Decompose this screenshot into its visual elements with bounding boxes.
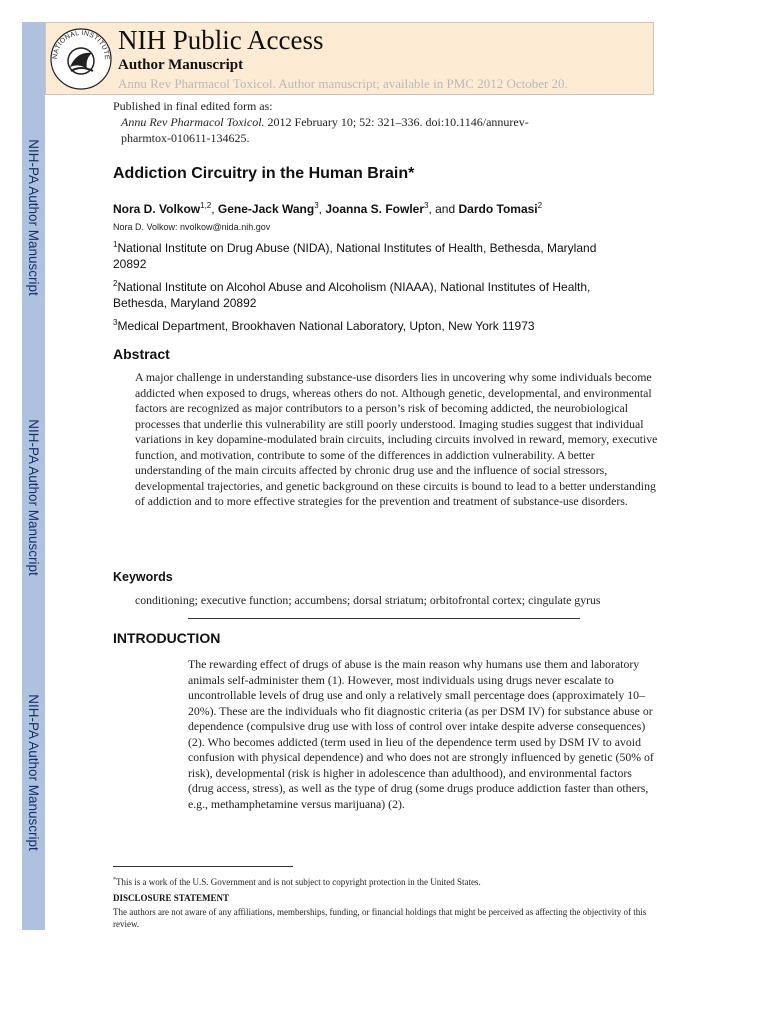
author-name: Nora D. Volkow (113, 202, 201, 216)
author-name: Dardo Tomasi (458, 202, 538, 216)
affiliation-3: $^3$Medical Department, Brookhaven National Laboratory, Upton, New York 11973 (113, 318, 535, 333)
journal-availability-line: Annu Rev Pharmacol Toxicol. Author manuscript; available in PMC 2012 October 20. (118, 76, 568, 91)
affiliation-1: $^1$National Institute on Drug Abuse (NIDA), National Institutes of Health, Bethesda, Maryland 20892 (113, 240, 597, 271)
disclosure-text: The authors are not aware of any affiliations, memberships, funding, or financial holdings that might be perceived as affecting the objectivity of this review. (113, 907, 647, 929)
abstract-heading: Abstract (113, 346, 170, 362)
author-affiliation-mark: 1,2 (200, 201, 212, 210)
nihpa-sidebar (22, 22, 45, 930)
nih-logo-icon (49, 27, 113, 91)
keywords-heading: Keywords (113, 570, 173, 584)
author-manuscript-label: Author Manuscript (118, 57, 244, 73)
published-in-block (113, 98, 529, 146)
author-name: Joanna S. Fowler (325, 202, 425, 216)
footnote-divider (113, 866, 293, 867)
svg-text:NATIONAL INSTITUTES OF HEALTH: NATIONAL INSTITUTE (51, 29, 111, 61)
sidebar-label-2: NIH-PA Author Manuscript (26, 418, 41, 576)
author-affiliation-mark: 3 (314, 201, 319, 210)
corresponding-email: Nora D. Volkow: nvolkow@nida.nih.gov (113, 222, 271, 232)
citation-details: 2012 February 10; 52: 321–336. doi:10.1146/annurev- (264, 115, 529, 129)
sidebar-label-1: NIH-PA Author Manuscript (26, 138, 41, 296)
keywords-list: conditioning; executive function; accumbens; dorsal striatum; orbitofrontal cortex; cingulate gyrus (135, 593, 601, 607)
paper-title: Addiction Circuitry in the Human Brain* (113, 165, 415, 182)
abstract-text: A major challenge in understanding substance-use disorders lies in uncovering why some individuals become addicted when exposed to drugs, whereas others do not. Although genetic, developmental, and environmental factors are recognized as major contributors to a person’s risk of becoming addicted, the neurobiological processes that underlie this vulnerability are still poorly understood. Imaging studies suggest that individual variations in key dopamine-modulated brain circuits, including circuits involved in reward, memory, executive function, and motivation, contribute to some of the differences in addiction vulnerability. A better understanding of the main circuits affected by chronic drug use and the influence of social stressors, developmental trajectories, and genetic background on these circuits is bound to lead to a better understanding of addiction and to more effective strategies for the prevention and treatment of substance-use disorders. (135, 370, 658, 508)
published-label: Published in final edited form as: (113, 99, 273, 113)
section-divider (188, 618, 580, 619)
sidebar-label-3: NIH-PA Author Manuscript (26, 693, 41, 851)
nih-public-access-header (45, 22, 654, 95)
author-affiliation-mark: 3 (424, 201, 429, 210)
disclosure-heading: DISCLOSURE STATEMENT (113, 893, 229, 903)
citation-doi-continued: pharmtox-010611-134625. (121, 131, 250, 145)
copyright-footnote: *This is a work of the U.S. Government and is not subject to copyright protection in the United States. (113, 877, 481, 887)
author-name: Gene-Jack Wang (217, 202, 315, 216)
author-affiliation-mark: 2 (537, 201, 543, 210)
author-list: Nora D. Volkow$^{1,2}$, Gene-Jack Wang$^3$, Joanna S. Fowler$^3$, and Dardo Tomasi$^2$ (113, 201, 543, 216)
introduction-heading: INTRODUCTION (113, 630, 221, 646)
citation (113, 114, 529, 146)
citation-journal: Annu Rev Pharmacol Toxicol. (121, 115, 265, 129)
introduction-text: The rewarding effect of drugs of abuse is the main reason why humans use them and laboratory animals self-administer them (1). However, most individuals using drugs never escalate to uncontrollable levels of drug use and only a relatively small percentage does (approximately 10–20%). These are the individuals who fit diagnostic criteria (as per DSM IV) for substance abuse or dependence (compulsive drug use with loss of control over intake despite adverse consequences) (2). Who becomes addicted (term used in lieu of the dependence term used by DSM IV to avoid confusion with physical dependence) and who does not are strongly influenced by genetic (50% of risk), developmental (risk is higher in adolescence than adulthood), and environmental factors (drug access, stress), as well as the type of drug (some drugs produce addiction faster than others, e.g., methamphetamine versus marijuana) (2). (188, 657, 654, 811)
nih-public-access-title: NIH Public Access (118, 25, 324, 55)
affiliation-2: $^2$National Institute on Alcohol Abuse and Alcoholism (NIAAA), National Institutes of Health, Bethesda, Maryland 20892 (113, 279, 591, 310)
